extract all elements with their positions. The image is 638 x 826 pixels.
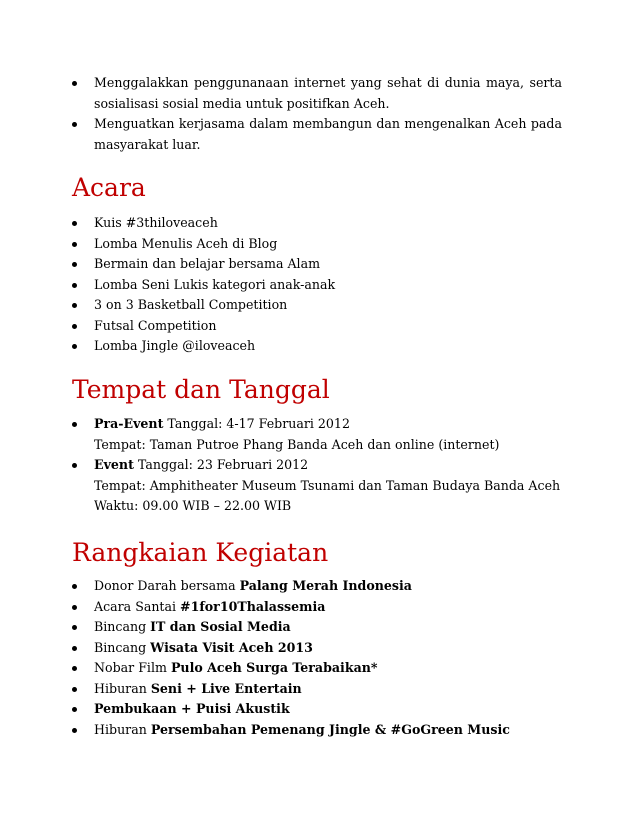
- list-item: Lomba Jingle @iloveaceh: [72, 336, 562, 357]
- pra-event-place: Tempat: Taman Putroe Phang Banda Aceh dan online (internet): [94, 436, 500, 452]
- list-item: Pembukaan + Puisi Akustik: [72, 699, 562, 720]
- rangkaian-list: [72, 576, 562, 740]
- event-time: Waktu: 09.00 WIB – 22.00 WIB: [94, 498, 292, 513]
- list-item: Acara Santai #1for10Thalassemia: [72, 597, 562, 618]
- list-item: Lomba Seni Lukis kategori anak-anak: [72, 275, 562, 296]
- acara-list: [72, 213, 562, 357]
- list-item: Menguatkan kerjasama dalam membangun dan mengenalkan Aceh pada masyarakat luar.: [72, 114, 562, 155]
- pra-event-label: Pra-Event: [94, 416, 164, 431]
- tempat-list: [72, 414, 562, 517]
- list-item-event: Event Tanggal: 23 Februari 2012 Tempat: Amphitheater Museum Tsunami dan Taman Budaya Banda Aceh Waktu: 09.00 WIB – 22.00 WIB: [72, 455, 562, 517]
- list-item: Futsal Competition: [72, 316, 562, 337]
- list-item-pra-event: Pra-Event Tanggal: 4-17 Februari 2012 Tempat: Taman Putroe Phang Banda Aceh dan online (internet): [72, 414, 562, 455]
- list-item: Hiburan Persembahan Pemenang Jingle & #GoGreen Music: [72, 720, 562, 741]
- event-label: Event: [94, 457, 134, 472]
- section-heading-tempat: Tempat dan Tanggal: [72, 375, 330, 404]
- intro-list: [72, 73, 562, 155]
- list-item: 3 on 3 Basketball Competition: [72, 295, 562, 316]
- list-item: Bincang IT dan Sosial Media: [72, 617, 562, 638]
- list-item: Kuis #3thiloveaceh: [72, 213, 562, 234]
- list-item: Nobar Film Pulo Aceh Surga Terabaikan*: [72, 658, 562, 679]
- list-item: Bermain dan belajar bersama Alam: [72, 254, 562, 275]
- list-item: Lomba Menulis Aceh di Blog: [72, 234, 562, 255]
- list-item: Donor Darah bersama Palang Merah Indonesia: [72, 576, 562, 597]
- section-heading-rangkaian: Rangkaian Kegiatan: [72, 538, 329, 567]
- list-item: Bincang Wisata Visit Aceh 2013: [72, 638, 562, 659]
- list-item: Menggalakkan penggunanaan internet yang sehat di dunia maya, serta sosialisasi sosial media untuk positifkan Aceh.: [72, 73, 562, 114]
- list-item: Hiburan Seni + Live Entertain: [72, 679, 562, 700]
- section-heading-acara: Acara: [72, 173, 146, 202]
- event-place: Tempat: Amphitheater Museum Tsunami dan Taman Budaya Banda Aceh: [94, 477, 561, 493]
